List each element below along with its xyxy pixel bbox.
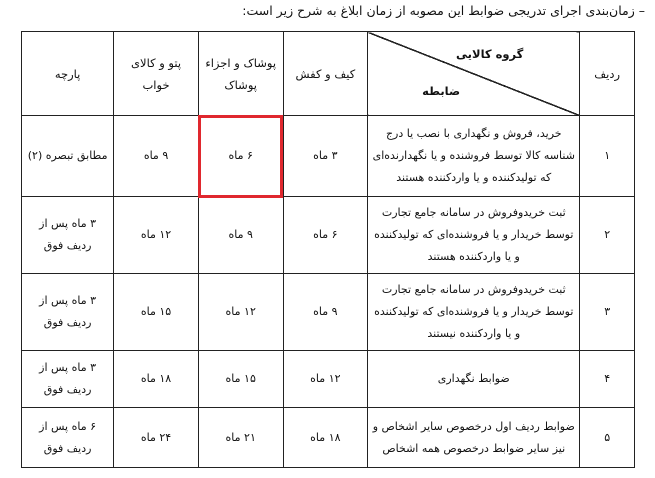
bedding-cell: ۲۴ ماه — [114, 408, 199, 468]
row-number: ۴ — [580, 351, 635, 408]
table-row — [22, 351, 635, 408]
bags-cell: ۱۲ ماه — [283, 351, 368, 408]
bags-cell: ۶ ماه — [283, 197, 368, 274]
schedule-table — [21, 31, 635, 468]
header-clothing: پوشاک و اجزاء پوشاک — [198, 32, 283, 116]
rule-cell: ثبت خریدوفروش در سامانه جامع تجارت توسط خریدار و یا فروشنده‌ای که تولیدکننده و یا واردکننده نیستند — [368, 274, 580, 351]
table-row — [22, 197, 635, 274]
fabric-cell: ۳ ماه پس از ردیف فوق — [22, 197, 114, 274]
rule-cell: ضوابط ردیف اول درخصوص سایر اشخاص و نیز سایر ضوابط درخصوص همه اشخاص — [368, 408, 580, 468]
header-rule: ضابطه — [422, 84, 461, 98]
header-row — [22, 32, 635, 116]
fabric-cell: ۶ ماه پس از ردیف فوق — [22, 408, 114, 468]
clothing-cell-highlighted — [198, 116, 283, 197]
bedding-cell: ۱۸ ماه — [114, 351, 199, 408]
bedding-cell: ۱۲ ماه — [114, 197, 199, 274]
bedding-cell: ۹ ماه — [114, 116, 199, 197]
bags-cell: ۳ ماه — [283, 116, 368, 197]
rule-cell: ثبت خریدوفروش در سامانه جامع تجارت توسط خریدار و یا فروشنده‌ای که تولیدکننده و یا واردکننده هستند — [368, 197, 580, 274]
fabric-cell: ۳ ماه پس از ردیف فوق — [22, 351, 114, 408]
bedding-cell: ۱۵ ماه — [114, 274, 199, 351]
header-bedding: پتو و کالای خواب — [114, 32, 199, 116]
bags-cell: ۹ ماه — [283, 274, 368, 351]
clothing-value: ۶ ماه — [228, 149, 253, 162]
header-bags-shoes: کیف و کفش — [283, 32, 368, 116]
fabric-cell: مطابق تبصره (۲) — [22, 116, 114, 197]
header-group: گروه کالایی — [456, 47, 524, 61]
bags-cell: ۱۸ ماه — [283, 408, 368, 468]
header-fabric: پارچه — [22, 32, 114, 116]
fabric-cell: ۳ ماه پس از ردیف فوق — [22, 274, 114, 351]
rule-cell: ضوابط نگهداری — [368, 351, 580, 408]
clothing-cell: ۲۱ ماه — [198, 408, 283, 468]
header-group-rule — [368, 32, 580, 116]
intro-text: – زمان‌بندی اجرای تدریجی ضوابط این مصوبه از زمان ابلاغ به شرح زیر است: — [242, 3, 645, 18]
row-number: ۱ — [580, 116, 635, 197]
clothing-cell: ۱۵ ماه — [198, 351, 283, 408]
table-row — [22, 408, 635, 468]
clothing-cell: ۹ ماه — [198, 197, 283, 274]
table-row — [22, 274, 635, 351]
table-row — [22, 116, 635, 197]
rule-cell: خرید، فروش و نگهداری با نصب یا درج شناسه کالا توسط فروشنده و یا نگهدارنده‌ای که تولیدکننده و یا واردکننده هستند — [368, 116, 580, 197]
row-number: ۵ — [580, 408, 635, 468]
header-row-number: ردیف — [580, 32, 635, 116]
row-number: ۲ — [580, 197, 635, 274]
clothing-cell: ۱۲ ماه — [198, 274, 283, 351]
row-number: ۳ — [580, 274, 635, 351]
